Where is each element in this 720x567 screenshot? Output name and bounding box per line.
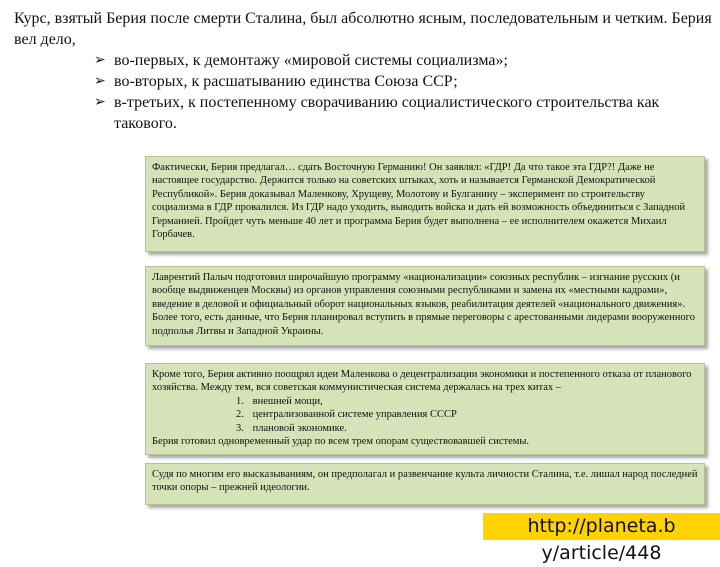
bullet-item: ➢ во-вторых, к расшатыванию единства Союза ССР; bbox=[94, 73, 458, 90]
list-item: 3. плановой экономике. bbox=[236, 422, 347, 434]
quote-box-nationalization bbox=[145, 266, 705, 346]
list-item: 1. внешней мощи, bbox=[236, 395, 323, 407]
quote-box-text: Судя по многим его высказываниям, он предполагал и развенчание культа личности Сталина, т.е. лишал народ последней точки опоры – прежней идеологии. bbox=[152, 469, 698, 494]
intro-text bbox=[14, 8, 714, 134]
source-link[interactable]: http://planeta.b y/article/448 bbox=[483, 513, 720, 540]
bullet-item: ➢ во-первых, к демонтажу «мировой системы социализма»; bbox=[94, 52, 508, 69]
bullet-item: ➢ в-третьих, к постепенному сворачиванию социалистического строительства как такового. bbox=[94, 94, 660, 132]
arrow-bullet-icon: ➢ bbox=[94, 52, 106, 68]
quote-box-economy bbox=[145, 363, 705, 455]
intro-bullet-list bbox=[14, 50, 714, 134]
quote-box-ideology bbox=[145, 463, 705, 505]
quote-box-text: Лаврентий Палыч подготовил широчайшую программу «национализации» союзных республик – изгнание русских (и вообще выдвиженцев Москвы) из органов управления союзными республиками и замена их «местными кадрами», введение в деловой и официальный оборот национальных языков, реабилитация деятелей «национального движения». Более того, есть данные, что Берия планировал вступить в прямые переговоры с арестованными лидерами вооруженного подполья Литвы и Западной Украины. bbox=[152, 272, 695, 337]
three-pillars-list bbox=[152, 395, 698, 435]
arrow-bullet-icon: ➢ bbox=[94, 73, 106, 89]
list-item: 2. централизованной системе управления СССР bbox=[236, 409, 457, 421]
quote-box-lead: Кроме того, Берия активно поощрял идеи Маленкова о децентрализации экономики и постепенного отказа от планового хозяйства. Между тем, вся советская коммунистическая система держалась на трех китах – bbox=[152, 369, 692, 394]
quote-box-tail: Берия готовил одновременный удар по всем трем опорам существовавшей системы. bbox=[152, 436, 530, 448]
quote-box-text: Фактически, Берия предлагал… сдать Восточную Германию! Он заявлял: «ГДР! Да что такое эта ГДР?! Даже не настоящее государство. Держится только на советских штыках, хоть и называется Германской Демократической Республикой». Берия доказывал Маленкову, Хрущеву, Молотову и Булганину – эксперимент по строительству социализма в ГДР провалился. Из ГДР надо уходить, выводить войска и дать ей возможность объединиться с Западной Германией. Пройдет чуть меньше 40 лет и программа Берия будет выполнена – ее исполнителем окажется Михаил Горбачев. bbox=[152, 162, 686, 241]
intro-lead: Курс, взятый Берия после смерти Сталина, был абсолютно ясным, последовательным и четким. Берия вел дело, bbox=[14, 10, 712, 48]
arrow-bullet-icon: ➢ bbox=[94, 94, 106, 110]
quote-box-gdr bbox=[145, 156, 705, 252]
